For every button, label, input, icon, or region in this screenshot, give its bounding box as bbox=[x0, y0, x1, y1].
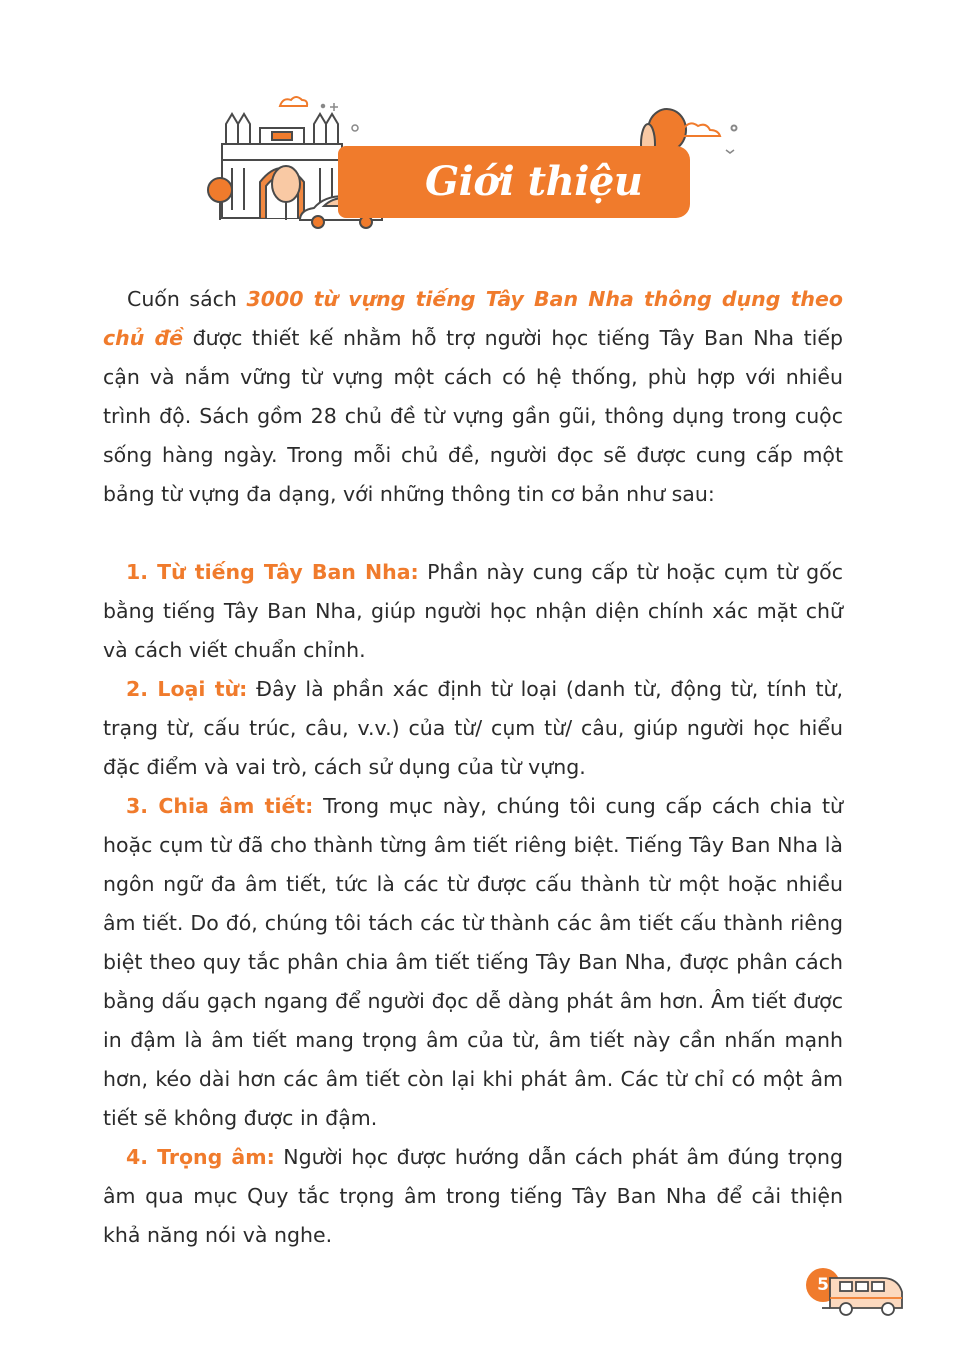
page-number: 5 bbox=[817, 1275, 829, 1295]
list-item-label: 4. Trọng âm: bbox=[126, 1145, 275, 1169]
list-item bbox=[103, 1138, 843, 1255]
list-item-text: Đây là phần xác định từ loại (danh từ, động từ, tính từ, trạng từ, cấu trúc, câu, v.v.) của từ/ cụm từ/ câu, giúp người học hiểu đặc điểm và vai trò, cách sử dụng của từ vựng. bbox=[103, 677, 843, 779]
intro-lead: Cuốn sách bbox=[127, 287, 247, 311]
list-item-text: Trong mục này, chúng tôi cung cấp cách chia từ hoặc cụm từ đã cho thành từng âm tiết riêng biệt. Tiếng Tây Ban Nha là ngôn ngữ đa âm tiết, tức là các từ được cấu thành từ một hoặc nhiều âm tiết. Do đó, chúng tôi tách các từ thành các âm tiết cấu thành riêng biệt theo quy tắc phân chia âm tiết tiếng Tây Ban Nha, được phân cách bằng dấu gạch ngang để người đọc dễ dàng phát âm hơn. Âm tiết được in đậm là âm tiết mang trọng âm của từ, âm tiết này cần nhấn mạnh hơn, kéo dài hơn các âm tiết còn lại khi phát âm. Các từ chỉ có một âm tiết sẽ không được in đậm. bbox=[103, 794, 843, 1130]
page-title: Giới thiệu bbox=[425, 158, 643, 205]
list-item-text: Phần này cung cấp từ hoặc cụm từ gốc bằng tiếng Tây Ban Nha, giúp người học nhận diện chính xác mặt chữ và cách viết chuẩn chỉnh. bbox=[103, 560, 843, 662]
book-title: 3000 từ vựng tiếng Tây Ban Nha thông dụng theo chủ đề bbox=[103, 287, 843, 350]
list-item bbox=[103, 670, 843, 787]
list-item-text: Người học được hướng dẫn cách phát âm đúng trọng âm qua mục Quy tắc trọng âm trong tiếng Tây Ban Nha để cải thiện khả năng nói và nghe. bbox=[103, 1145, 843, 1247]
list-item-label: 3. Chia âm tiết: bbox=[126, 794, 314, 818]
list-item bbox=[103, 787, 843, 1138]
list-item bbox=[103, 553, 843, 670]
cloud-icon bbox=[280, 97, 307, 106]
intro-body: được thiết kế nhằm hỗ trợ người học tiếng Tây Ban Nha tiếp cận và nắm vững từ vựng một cách có hệ thống, phù hợp với nhiều trình độ. Sách gồm 28 chủ đề từ vựng gần gũi, thông dụng trong cuộc sống hàng ngày. Trong mỗi chủ đề, người đọc sẽ được cung cấp một bảng từ vựng đa dạng, với những thông tin cơ bản như sau: bbox=[103, 326, 843, 506]
content bbox=[103, 280, 843, 1255]
list-item-label: 1. Từ tiếng Tây Ban Nha: bbox=[126, 560, 419, 584]
intro-paragraph bbox=[103, 280, 843, 514]
list-item-label: 2. Loại từ: bbox=[126, 677, 248, 701]
